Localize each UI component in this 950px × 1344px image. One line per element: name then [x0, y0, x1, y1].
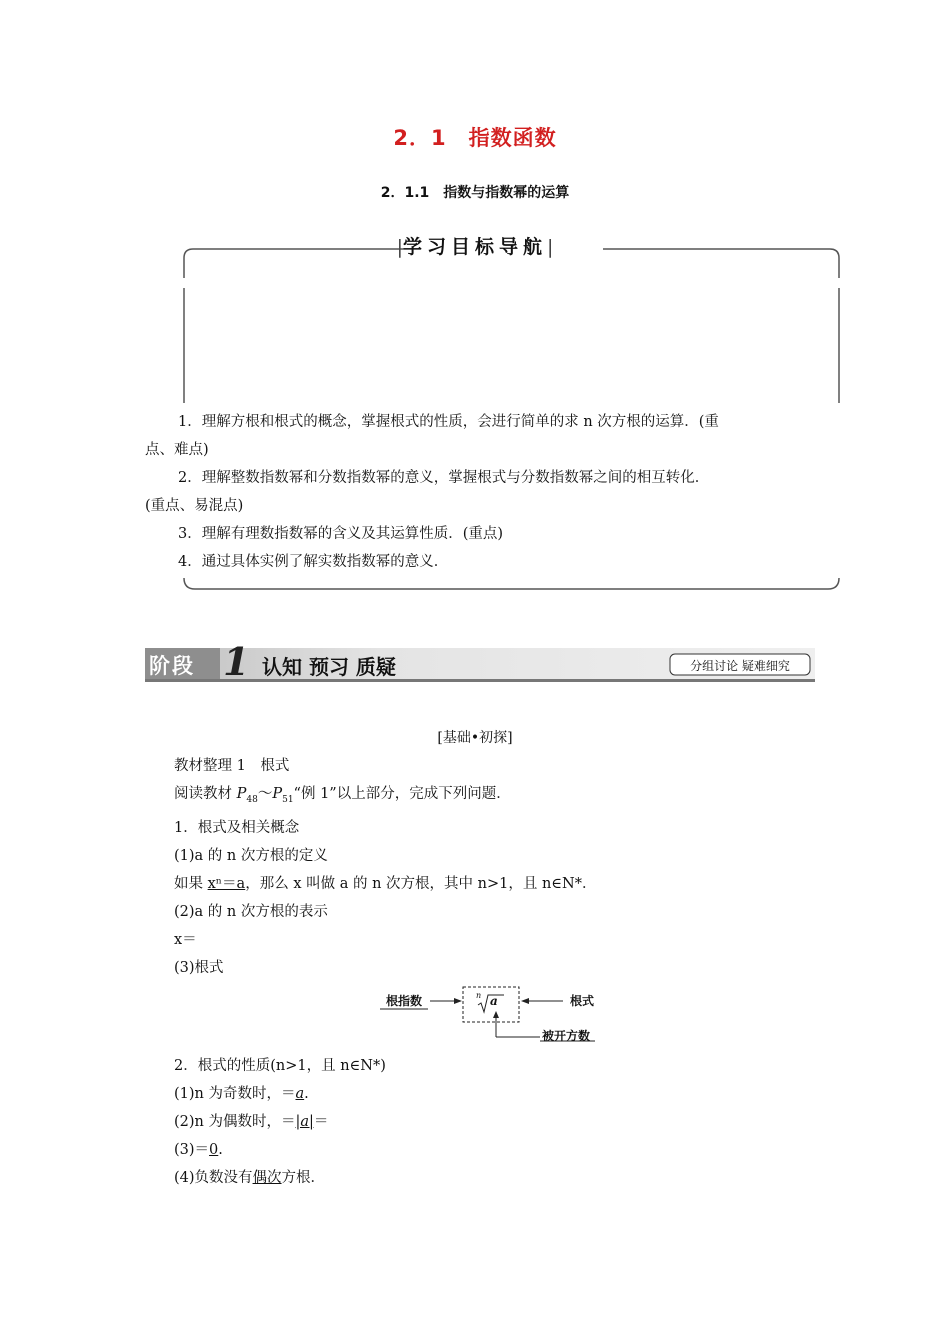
subsection-title: 2．1.1 指数与指数幂的运算 [380, 185, 570, 201]
radicand-label: 被开方数 [542, 1029, 591, 1043]
properties-body [145, 1052, 815, 1192]
material-heading: 教材整理 1 根式 [174, 758, 290, 774]
goal-1-line-2: 点、难点) [145, 442, 209, 458]
property-3: (3)＝0. [174, 1142, 223, 1158]
item-1-1: (1)a 的 n 次方根的定义 [174, 847, 328, 864]
goal-3: 3．理解有理数指数幂的含义及其运算性质．(重点) [178, 526, 504, 542]
section-title: 2．1 指数函数 [393, 126, 557, 150]
item-2: 2．根式的性质(n>1，且 n∈N*) [174, 1058, 386, 1074]
section-note: [基础•初探] [437, 730, 513, 746]
goal-list [145, 408, 815, 576]
property-2: (2)n 为偶数时，＝|a|＝ [174, 1114, 329, 1130]
stage-number: 1 [223, 639, 250, 684]
stage-title: 认知 预习 质疑 [262, 655, 396, 679]
property-4: (4)负数没有偶次方根． [174, 1170, 326, 1186]
radical-index-symbol: n [476, 991, 482, 1000]
goal-2-line-2: (重点、易混点) [145, 498, 244, 514]
stage-banner [145, 639, 815, 684]
radical-diagram [380, 985, 610, 1047]
goal-1-line-1: 1．理解方根和根式的概念，掌握根式的性质，会进行简单的求 n 次方根的运算．(重 [178, 414, 719, 430]
item-1: 1．根式及相关概念 [174, 819, 300, 836]
root-index-label: 根指数 [386, 994, 423, 1008]
goal-2-line-1: 2．理解整数指数幂和分数指数幂的意义，掌握根式与分数指数幂之间的相互转化． [178, 470, 710, 486]
property-1: (1)n 为奇数时，＝a. [174, 1086, 309, 1102]
radicand-symbol: a [490, 994, 498, 1008]
goal-header: |学习目标导航| [396, 236, 554, 258]
stage-label: 阶段 [149, 654, 195, 678]
item-1-3: (3)根式 [174, 959, 224, 976]
x-equals: x＝ [174, 931, 197, 948]
item-1-2: (2)a 的 n 次方根的表示 [174, 903, 328, 920]
radical-label: 根式 [570, 994, 595, 1008]
content-body [145, 752, 815, 982]
goal-header-text: 学习目标导航 [402, 236, 547, 258]
definition: 如果 xⁿ＝a，那么 x 叫做 a 的 n 次方根，其中 n>1，且 n∈N*． [174, 875, 597, 892]
stage-tag: 分组讨论 疑难细究 [690, 659, 790, 673]
reading-instruction: 阅读教材 $P_{48}\sim P_{51}“$例 1”以上部分，完成下列问题． [174, 786, 511, 805]
goal-4: 4．通过具体实例了解实数指数幂的意义． [178, 554, 449, 570]
